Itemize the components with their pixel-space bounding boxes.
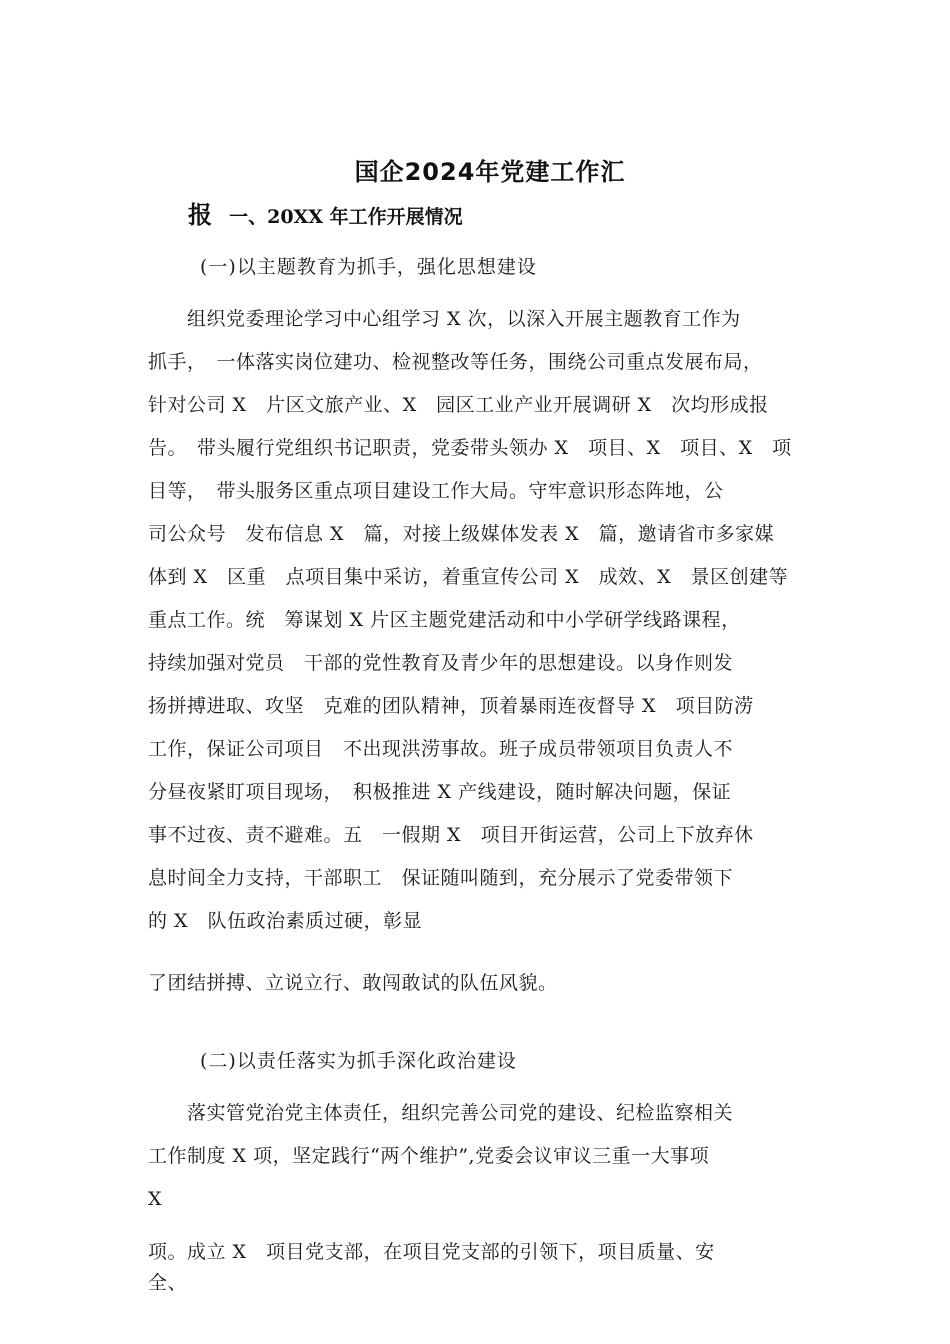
paragraph-line: 分昼夜紧盯项目现场， 积极推进 X 产线建设，随时解决问题，保证 bbox=[148, 781, 732, 803]
paragraph-1 bbox=[148, 298, 818, 943]
paragraph-2-continuation bbox=[148, 1237, 818, 1299]
paragraph-line: 持续加强对党员 干部的党性教育及青少年的思想建设。以身作则发 bbox=[148, 652, 734, 674]
paragraph-line: 项。成立 X 项目党支部，在项目党支部的引领下，项目质量、安 bbox=[148, 1241, 715, 1263]
paragraph-line: 体到 X 区重 点项目集中采访，着重宣传公司 X 成效、X 景区创建等 bbox=[148, 566, 789, 588]
paragraph-line: 的 X 队伍政治素质过硬，彰显 bbox=[148, 910, 423, 932]
section-heading bbox=[188, 195, 463, 230]
document-title: 国企2024年党建工作汇 bbox=[354, 158, 626, 186]
paragraph-line: 全、 bbox=[148, 1272, 188, 1294]
subheading-1: (一)以主题教育为抓手，强化思想建设 bbox=[200, 256, 537, 278]
paragraph-line: 重点工作。统 筹谋划 X 片区主题党建活动和中小学研学线路课程， bbox=[148, 609, 741, 631]
paragraph-line: 落实管党治党主体责任，组织完善公司党的建设、纪检监察相关 bbox=[148, 1102, 734, 1124]
paragraph-line: 工作，保证公司项目 不出现洪涝事故。班子成员带领项目负责人不 bbox=[148, 738, 734, 760]
paragraph-line: 事不过夜、责不避难。五 一假期 X 项目开街运营，公司上下放弃休 bbox=[148, 824, 754, 846]
paragraph-line: 息时间全力支持，干部职工 保证随叫随到，充分展示了党委带领下 bbox=[148, 867, 734, 889]
paragraph-line: 工作制度 X 项，坚定践行“两个维护”,党委会议审议三重一大事项 bbox=[148, 1145, 710, 1167]
paragraph-line: 组织党委理论学习中心组学习 X 次，以深入开展主题教育工作为 bbox=[148, 308, 741, 330]
paragraph-line: 司公众号 发布信息 X 篇，对接上级媒体发表 X 篇，邀请省市多家媒 bbox=[148, 523, 775, 545]
paragraph-line: 告。 带头履行党组织书记职责，党委带头领办 X 项目、X 项目、X 项 bbox=[148, 437, 792, 459]
paragraph-1-trailing bbox=[148, 964, 818, 1002]
paragraph-line: 抓手， 一体落实岗位建功、检视整改等任务，围绕公司重点发展布局， bbox=[148, 351, 763, 373]
paragraph-line: 目等， 带头服务区重点项目建设工作大局。守牢意识形态阵地，公 bbox=[148, 480, 724, 502]
paragraph-line: X bbox=[148, 1188, 163, 1210]
paragraph-2 bbox=[148, 1092, 818, 1221]
heading-text: 一、20XX 年工作开展情况 bbox=[229, 206, 463, 228]
paragraph-line: 了团结拼搏、立说立行、敢闯敢试的队伍风貌。 bbox=[148, 972, 558, 994]
paragraph-line: 针对公司 X 片区文旅产业、X 园区工业产业开展调研 X 次均形成报 bbox=[148, 394, 769, 416]
subheading-2: (二)以责任落实为抓手深化政治建设 bbox=[200, 1050, 517, 1072]
title-continuation: 报 bbox=[188, 201, 212, 229]
paragraph-line: 扬拼搏进取、攻坚 克难的团队精神，顶着暴雨连夜督导 X 项目防涝 bbox=[148, 695, 754, 717]
